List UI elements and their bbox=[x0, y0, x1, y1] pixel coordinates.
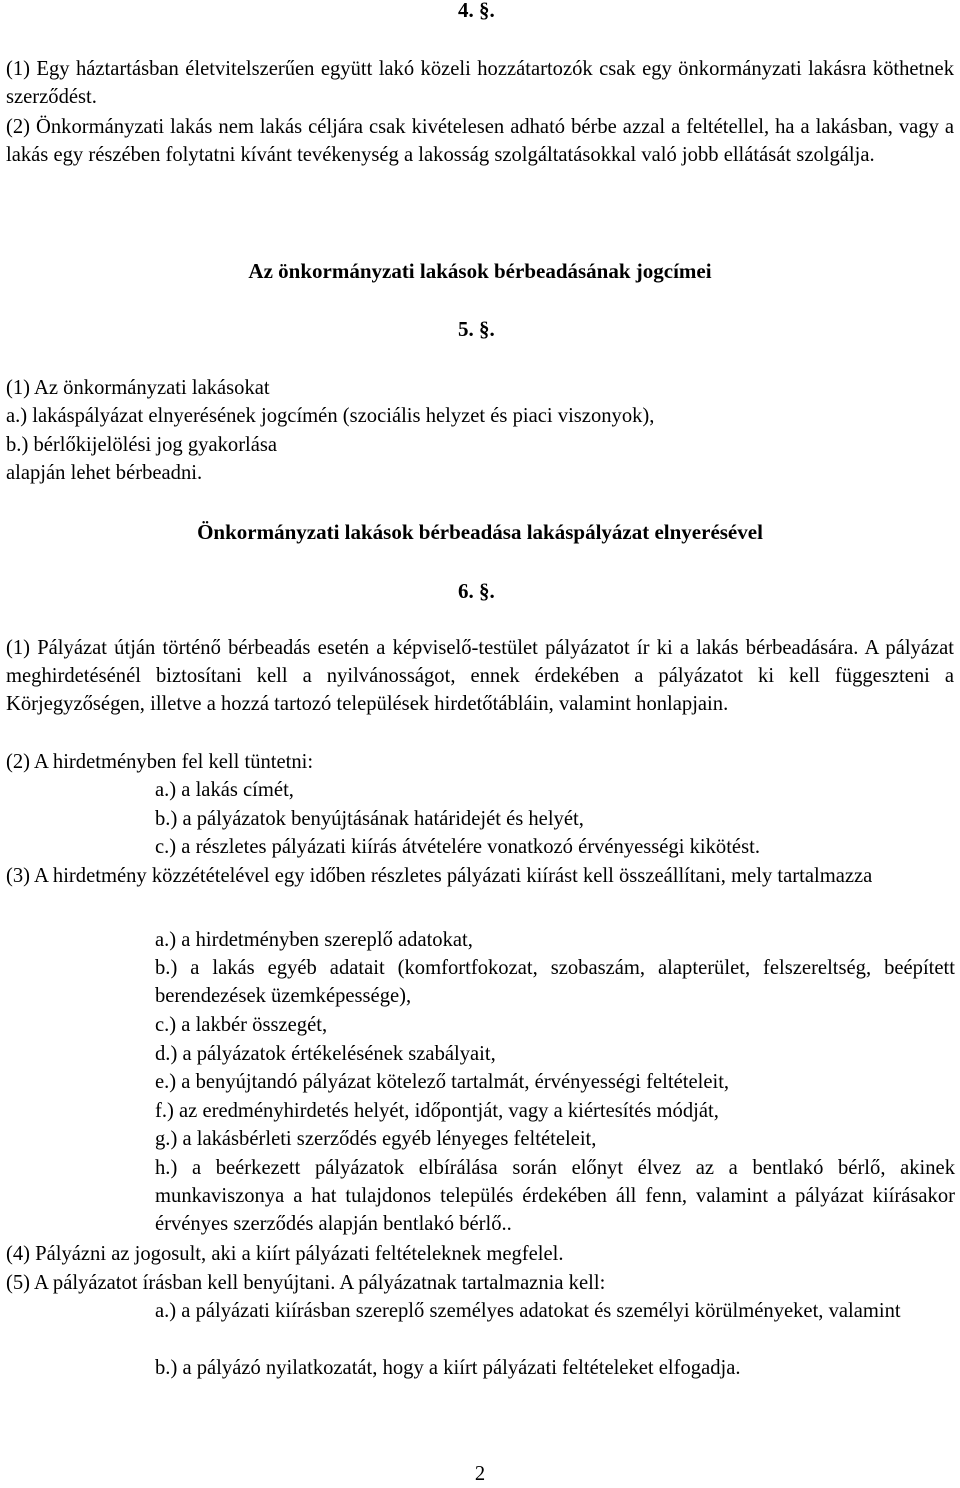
heading-lakaspalyazat: Önkormányzati lakások bérbeadása lakáspályázat elnyerésével bbox=[197, 520, 763, 544]
list-item: b.) a pályázó nyilatkozatát, hogy a kiírt pályázati feltételeket elfogadja. bbox=[155, 1357, 741, 1379]
section-5-intro: (1) Az önkormányzati lakásokat bbox=[6, 377, 270, 399]
section-6-paragraph-1: (1) Pályázat útján történő bérbeadás esetén a képviselő-testület pályázatot ír ki a lakás bérbeadására. A pályázat meghirdetésénél biztosítani kell a nyilvánosságot, ennek érdekében a pályázatot ki kell függeszteni a Körjegyzőségen, illetve a hozzá tartozó települések hirdetőtábláin, valamint honlapjain. bbox=[6, 637, 954, 715]
page-number: 2 bbox=[474, 1463, 486, 1485]
section-5-item-b: b.) bérlőkijelölési jog gyakorlása bbox=[6, 434, 278, 456]
section-4-paragraph-1: (1) Egy háztartásban életvitelszerűen együtt lakó közeli hozzátartozók csak egy önkormányzati lakásra köthetnek szerződést. bbox=[6, 58, 954, 108]
section-5-closing: alapján lehet bérbeadni. bbox=[6, 462, 203, 484]
list-item: f.) az eredményhirdetés helyét, időpontját, vagy a kiértesítés módját, bbox=[155, 1100, 719, 1122]
section-5-item-a: a.) lakáspályázat elnyerésének jogcímén (szociális helyzet és piaci viszonyok), bbox=[6, 405, 655, 427]
heading-jogcimei: Az önkormányzati lakások bérbeadásának jogcímei bbox=[248, 259, 712, 283]
section-5-number: 5. §. bbox=[458, 317, 495, 341]
list-item: a.) a hirdetményben szereplő adatokat, bbox=[155, 929, 473, 951]
list-item: c.) a lakbér összegét, bbox=[155, 1014, 328, 1036]
list-item: g.) a lakásbérleti szerződés egyéb lényeges feltételeit, bbox=[155, 1128, 597, 1150]
section-4-paragraph-2: (2) Önkormányzati lakás nem lakás céljára csak kivételesen adható bérbe azzal a feltétellel, ha a lakásban, vagy a lakás egy részében folytatni kívánt tevékenység a lakosság szolgáltatásokkal való jobb ellátását szolgálja. bbox=[6, 116, 954, 166]
section-6-paragraph-2: (2) A hirdetményben fel kell tüntetni: bbox=[6, 751, 314, 773]
list-item: e.) a benyújtandó pályázat kötelező tartalmát, érvényességi feltételeit, bbox=[155, 1071, 730, 1093]
section-6-number: 6. §. bbox=[458, 579, 495, 603]
list-item: b.) a pályázatok benyújtásának határidejét és helyét, bbox=[155, 808, 584, 830]
list-item: a.) a lakás címét, bbox=[155, 779, 294, 801]
section-4-number: 4. §. bbox=[458, 0, 495, 22]
list-item: c.) a részletes pályázati kiírás átvételére vonatkozó érvényességi kikötést. bbox=[155, 836, 760, 858]
section-6-paragraph-5: (5) A pályázatot írásban kell benyújtani. A pályázatnak tartalmaznia kell: bbox=[6, 1272, 606, 1294]
list-item: h.) a beérkezett pályázatok elbírálása során előnyt élvez az a bentlakó bérlő, akinek munkaviszonya a hat tulajdonos település érdekében áll fenn, valamint a pályázat kiírásakor érvényes szerződés alapján bentlakó bérlő.. bbox=[155, 1157, 955, 1235]
list-item: d.) a pályázatok értékelésének szabályait, bbox=[155, 1043, 496, 1065]
section-6-paragraph-4: (4) Pályázni az jogosult, aki a kiírt pályázati feltételeknek megfelel. bbox=[6, 1243, 564, 1265]
section-6-paragraph-3: (3) A hirdetmény közzétételével egy időben részletes pályázati kiírást kell összeállítani, mely tartalmazza bbox=[6, 865, 873, 887]
list-item: b.) a lakás egyéb adatait (komfortfokozat, szobaszám, alapterület, felszereltség, beépített berendezések üzemképessége), bbox=[155, 957, 955, 1007]
list-item: a.) a pályázati kiírásban szereplő személyes adatokat és személyi körülményeket, valamint bbox=[155, 1300, 901, 1322]
